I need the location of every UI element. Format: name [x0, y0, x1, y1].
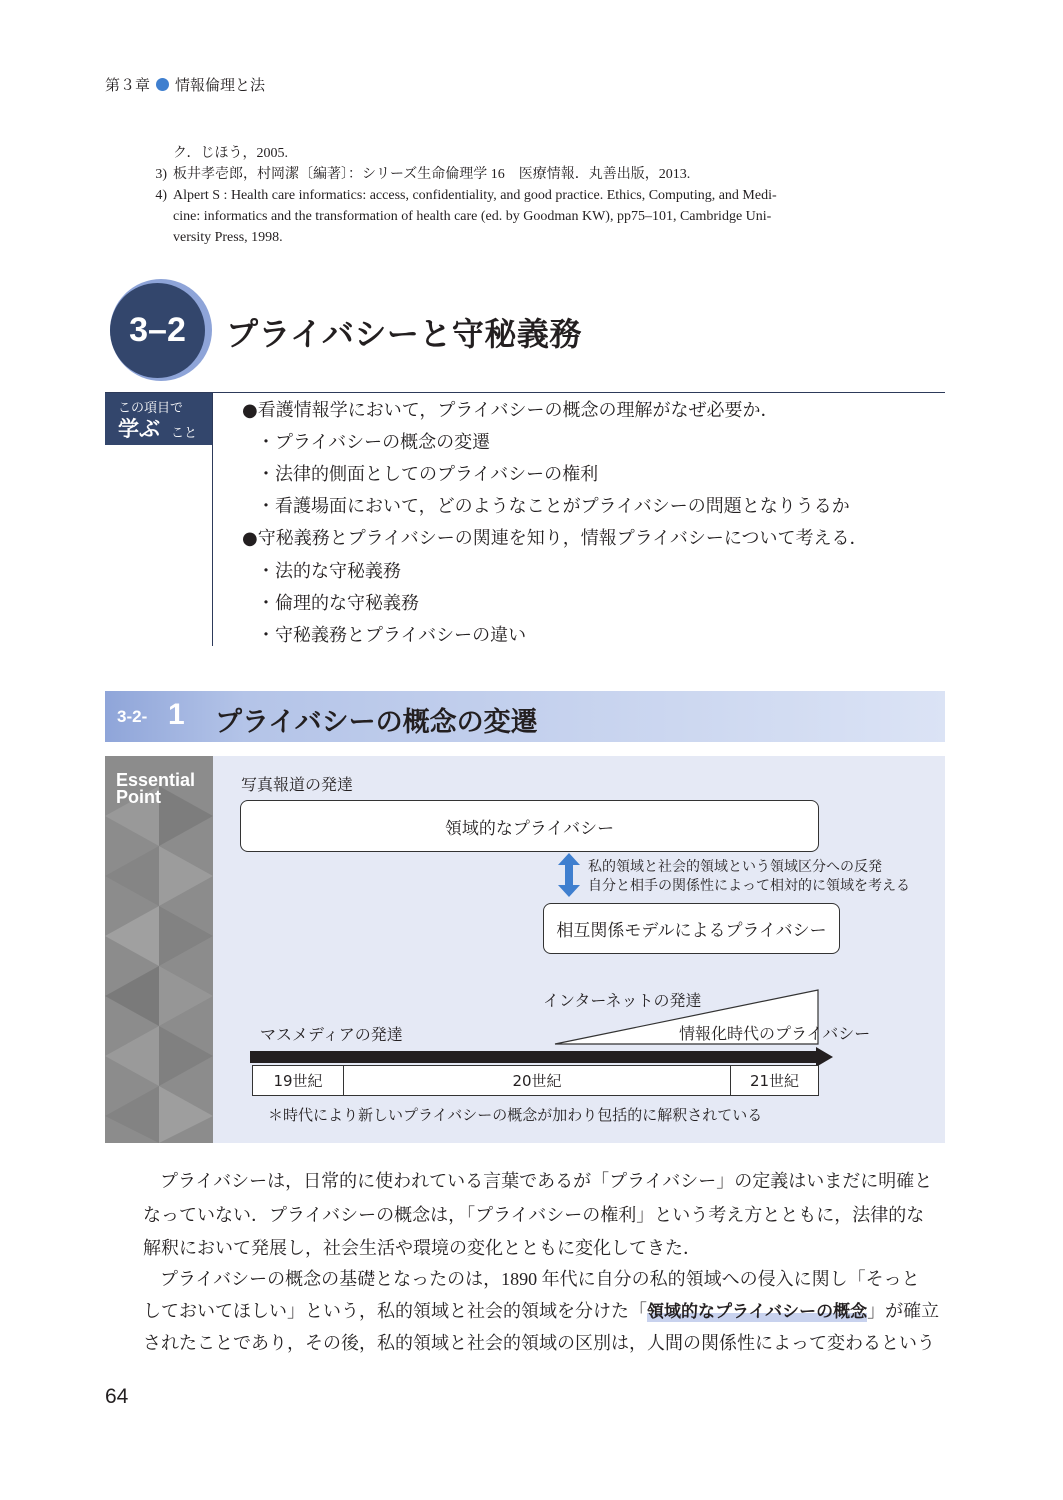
timeline-cell: 19世紀: [253, 1066, 344, 1095]
triangle-pattern-graphic: [105, 756, 213, 1143]
body-text-line: されたことであり，その後，私的領域と社会的領域の区別は，人間の関係性によって変わるという: [143, 1333, 935, 1353]
body-text-line: 解釈において発展し，社会生活や環境の変化とともに変化してきた．: [143, 1238, 701, 1258]
body-text-line: しておいてほしい」という，私的領域と社会的領域を分けた「領域的なプライバシーの概念」が確立: [143, 1301, 940, 1322]
subsection-number-prefix: 3-2-: [117, 707, 148, 726]
reference-line: 4) Alpert S : Health care informatics: access, confidentiality, and good practice. Ethics, Computing, and Medi-: [155, 188, 777, 203]
essential-point-note: ＊時代により新しいプライバシーの概念が加わり包括的に解釈されている: [268, 1106, 763, 1124]
photo-journalism-label: 写真報道の発達: [241, 775, 354, 794]
mass-media-label: マスメディアの発達: [260, 1025, 403, 1044]
page-number: 64: [105, 1385, 129, 1408]
timeline: [252, 1065, 819, 1096]
running-header: [105, 74, 265, 95]
body-text-line: プライバシーは，日常的に使われている言葉であるが「プライバシー」の定義はいまだに明確と: [160, 1171, 933, 1191]
essential-point-sidebar: [105, 756, 213, 1143]
objectives-top-rule: [105, 392, 945, 393]
reference-line: ク．じほう，2005.: [173, 146, 288, 161]
internet-label: インターネットの発達: [543, 991, 702, 1010]
reference-line: cine: informatics and the transformation of health care (ed. by Goodman KW), pp75–101, Cambridge Uni-: [173, 209, 772, 224]
chapter-title: 情報倫理と法: [175, 76, 266, 94]
objectives-divider: [212, 392, 213, 646]
subsection-title: プライバシーの概念の変遷: [215, 707, 538, 738]
body-text-line: なっていない．プライバシーの概念は，「プライバシーの権利」という考え方とともに，法律的な: [143, 1205, 925, 1225]
info-age-privacy-label: 情報化時代のプライバシー: [679, 1024, 871, 1043]
objective-subitem: ・守秘義務とプライバシーの違い: [257, 625, 527, 646]
highlighted-term: 領域的なプライバシーの概念: [647, 1302, 868, 1322]
timeline-cell: 20世紀: [344, 1066, 731, 1095]
objective-item: ●守秘義務とプライバシーの関連を知り，情報プライバシーについて考える．: [242, 528, 868, 549]
section-number-badge: 3–2: [110, 283, 205, 378]
reference-line: 3) 板井孝壱郎，村岡潔〔編著〕：シリーズ生命倫理学 16 医療情報．丸善出版，2013.: [155, 167, 691, 182]
objective-subitem: ・法律的側面としてのプライバシーの権利: [257, 464, 599, 485]
objective-item: ●看護情報学において，プライバシーの概念の理解がなぜ必要か．: [242, 400, 779, 421]
essential-point-label: Essential Point: [116, 770, 196, 807]
territorial-privacy-box: 領域的なプライバシー: [240, 800, 819, 852]
reaction-note: 私的領域と社会的領域という領域区分への反発 自分と相手の関係性によって相対的に領域を考える: [588, 859, 910, 894]
objective-subitem: ・倫理的な守秘義務: [257, 593, 419, 614]
body-text-line: プライバシーの概念の基礎となったのは，1890 年代に自分の私的領域への侵入に関し「そっと: [160, 1269, 920, 1289]
bullet-dot-icon: [156, 78, 169, 91]
relational-privacy-box: 相互関係モデルによるプライバシー: [543, 903, 840, 954]
chapter-number: 第３章: [105, 76, 151, 94]
double-arrow-icon: [556, 853, 582, 897]
timeline-cell: 21世紀: [749, 1072, 800, 1090]
objective-subitem: ・プライバシーの概念の変遷: [257, 432, 491, 453]
objective-subitem: ・看護場面において，どのようなことがプライバシーの問題となりうるか: [257, 496, 850, 517]
subsection-number: 1: [168, 698, 185, 731]
objectives-label: この項目で 学ぶ こと: [105, 393, 212, 445]
reference-line: versity Press, 1998.: [173, 230, 283, 245]
section-title: プライバシーと守秘義務: [226, 315, 582, 353]
objective-subitem: ・法的な守秘義務: [257, 561, 401, 582]
